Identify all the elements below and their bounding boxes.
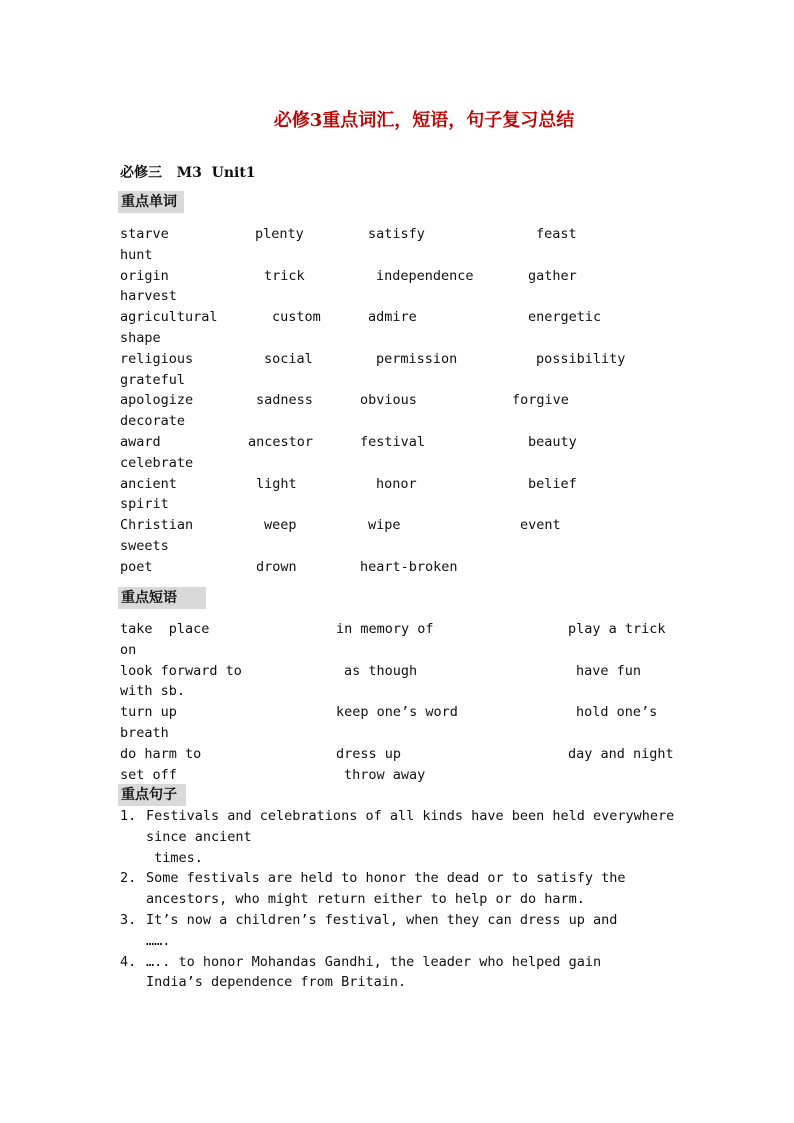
word-row	[0, 349, 794, 370]
phrase-item: day and night	[568, 745, 674, 762]
word-row	[0, 390, 794, 411]
phrase-item: as though	[344, 662, 418, 679]
word-item: social	[264, 350, 313, 367]
word-row	[0, 515, 794, 536]
phrase-item: hold one’s	[576, 704, 658, 721]
phrase-row	[0, 619, 794, 640]
word-item: trick	[264, 267, 305, 284]
sentence-number: 3.	[120, 912, 137, 928]
word-row	[0, 224, 794, 245]
phrase-item: have fun	[576, 662, 642, 679]
sentence-text-line: since ancient	[146, 828, 252, 845]
section-label-words: 重点单词	[118, 191, 184, 213]
word-item: satisfy	[368, 226, 425, 242]
sentence-text-line: …….	[146, 932, 171, 949]
phrase-row	[0, 744, 794, 765]
phrase-row	[0, 723, 794, 744]
word-row	[0, 453, 794, 474]
word-item: shape	[120, 330, 161, 346]
word-item: award	[120, 434, 161, 450]
word-row	[0, 307, 794, 328]
word-row	[0, 266, 794, 287]
phrase-item: look forward to	[120, 662, 242, 679]
section-label-phrases: 重点短语	[118, 587, 206, 609]
word-item: gather	[528, 267, 577, 284]
word-item: decorate	[120, 413, 186, 430]
word-item: independence	[376, 267, 474, 284]
word-item: obvious	[360, 392, 417, 409]
word-item: religious	[120, 350, 194, 367]
word-item: sweets	[120, 538, 169, 554]
word-item: poet	[120, 558, 153, 575]
word-item: celebrate	[120, 454, 194, 471]
word-item: origin	[120, 267, 169, 284]
word-item: admire	[368, 309, 417, 326]
word-row	[0, 536, 794, 557]
phrase-row	[0, 702, 794, 723]
sentence-text-line: Some festivals are held to honor the dead or to satisfy the	[146, 870, 626, 887]
word-item: drown	[256, 558, 297, 575]
word-item: custom	[272, 309, 321, 326]
word-item: beauty	[528, 434, 577, 450]
word-item: ancient	[120, 475, 177, 492]
word-item: agricultural	[120, 309, 218, 326]
word-item: harvest	[120, 288, 177, 305]
word-item: light	[256, 475, 297, 492]
phrase-item: breath	[120, 725, 169, 741]
sentence-number: 4.	[120, 953, 137, 970]
phrase-row	[0, 681, 794, 702]
word-item: permission	[376, 350, 458, 367]
word-item: wipe	[368, 517, 401, 534]
word-item: feast	[536, 226, 577, 242]
word-item: spirit	[120, 496, 169, 513]
phrase-item: take place	[120, 621, 210, 637]
unit-heading: 必修三 M3 Unit1	[120, 165, 256, 181]
sentence-text-line: ancestors, who might return either to help or do harm.	[146, 891, 585, 908]
sentence-text-line: ….. to honor Mohandas Gandhi, the leader who helped gain	[146, 953, 602, 970]
phrase-item: with sb.	[120, 683, 186, 700]
phrase-item: in memory of	[336, 621, 434, 637]
word-row	[0, 411, 794, 432]
word-item: plenty	[255, 226, 304, 242]
sentence-number: 2.	[120, 870, 137, 887]
word-item: event	[520, 517, 561, 534]
phrase-item: turn up	[120, 704, 177, 721]
word-item: energetic	[528, 309, 602, 326]
word-item: Christian	[120, 517, 194, 534]
word-item: heart-broken	[360, 558, 458, 575]
phrase-item: throw away	[344, 766, 426, 783]
word-row	[0, 245, 794, 266]
phrase-row	[0, 765, 794, 786]
sentence-text-line: times.	[146, 849, 203, 866]
word-item: ancestor	[248, 434, 314, 450]
word-item: forgive	[512, 392, 569, 409]
word-item: hunt	[120, 246, 153, 263]
phrase-item: on	[120, 641, 137, 658]
word-item: belief	[528, 475, 577, 492]
word-row	[0, 557, 794, 578]
word-row	[0, 494, 794, 515]
word-item: starve	[120, 226, 169, 242]
word-item: possibility	[536, 350, 626, 367]
section-label-sentences: 重点句子	[118, 784, 186, 806]
word-item: sadness	[256, 392, 313, 409]
page-title: 必修3重点词汇，短语，句子复习总结	[273, 110, 575, 131]
phrase-item: keep one’s word	[336, 704, 458, 721]
sentence-text-line: It’s now a children’s festival, when they can dress up and	[146, 912, 618, 928]
sentence-number: 1.	[120, 808, 137, 824]
word-row	[0, 432, 794, 453]
word-row	[0, 474, 794, 495]
word-item: grateful	[120, 371, 186, 388]
phrase-item: play a trick	[568, 621, 666, 637]
word-item: apologize	[120, 392, 194, 409]
sentence-text-line: Festivals and celebrations of all kinds have been held everywhere	[146, 808, 675, 824]
phrase-item: dress up	[336, 745, 402, 762]
word-row	[0, 328, 794, 349]
phrase-row	[0, 661, 794, 682]
phrase-row	[0, 640, 794, 661]
phrase-item: set off	[120, 766, 177, 783]
word-row	[0, 370, 794, 391]
sentence-text-line: India’s dependence from Britain.	[146, 974, 407, 991]
word-row	[0, 286, 794, 307]
phrase-item: do harm to	[120, 745, 202, 762]
word-item: festival	[360, 434, 426, 450]
word-item: honor	[376, 475, 417, 492]
word-item: weep	[264, 517, 297, 534]
